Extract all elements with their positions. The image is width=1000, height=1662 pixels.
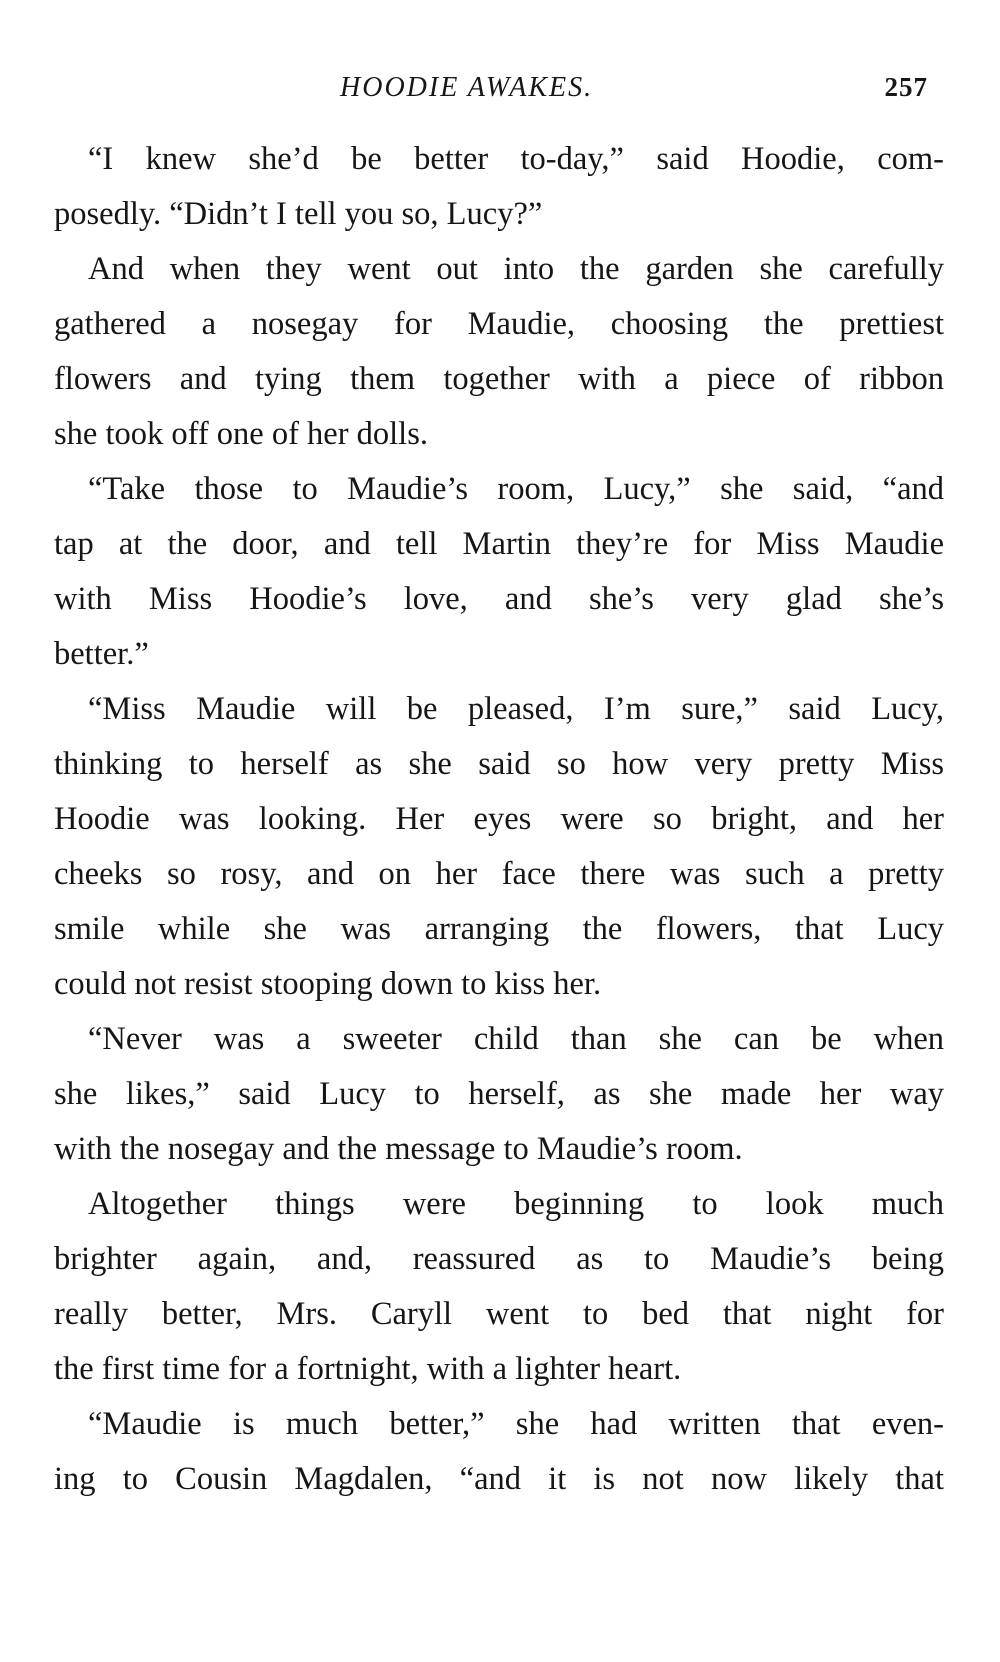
text-line: she likes,” said Lucy to herself, as she made her way <box>54 1076 944 1112</box>
text-line: And when they went out into the garden she carefully <box>88 251 944 287</box>
running-head <box>0 72 1000 116</box>
text-line: posedly. “Didn’t I tell you so, Lucy?” <box>54 196 543 232</box>
text-line: better.” <box>54 636 149 672</box>
text-line: “Miss Maudie will be pleased, I’m sure,” said Lucy, <box>88 691 944 727</box>
text-line: smile while she was arranging the flowers, that Lucy <box>54 911 944 947</box>
text-line: thinking to herself as she said so how very pretty Miss <box>54 746 944 782</box>
text-line: she took off one of her dolls. <box>54 416 428 452</box>
text-line: the first time for a fortnight, with a lighter heart. <box>54 1351 682 1387</box>
text-line: Hoodie was looking. Her eyes were so bright, and her <box>54 801 944 837</box>
text-line: flowers and tying them together with a piece of ribbon <box>54 361 944 397</box>
body-text <box>54 132 944 1507</box>
text-line: tap at the door, and tell Martin they’re for Miss Maudie <box>54 526 944 562</box>
text-line: brighter again, and, reassured as to Maudie’s being <box>54 1241 944 1277</box>
text-line: cheeks so rosy, and on her face there was such a pretty <box>54 856 944 892</box>
text-line: gathered a nosegay for Maudie, choosing the prettiest <box>54 306 944 342</box>
text-line: “Take those to Maudie’s room, Lucy,” she said, “and <box>88 471 944 507</box>
text-line: “I knew she’d be better to-day,” said Hoodie, com- <box>88 141 944 177</box>
page-number: 257 <box>884 72 928 102</box>
text-line: with Miss Hoodie’s love, and she’s very glad she’s <box>54 581 944 617</box>
text-line: “Maudie is much better,” she had written that even- <box>88 1406 944 1442</box>
text-line: could not resist stooping down to kiss her. <box>54 966 602 1002</box>
text-line: Altogether things were beginning to look much <box>88 1186 944 1222</box>
text-line: with the nosegay and the message to Maudie’s room. <box>54 1131 743 1167</box>
text-line: “Never was a sweeter child than she can be when <box>88 1021 944 1057</box>
running-title: HOODIE AWAKES. <box>340 72 594 103</box>
text-line: really better, Mrs. Caryll went to bed that night for <box>54 1296 944 1332</box>
text-line: ing to Cousin Magdalen, “and it is not now likely that <box>54 1461 944 1497</box>
